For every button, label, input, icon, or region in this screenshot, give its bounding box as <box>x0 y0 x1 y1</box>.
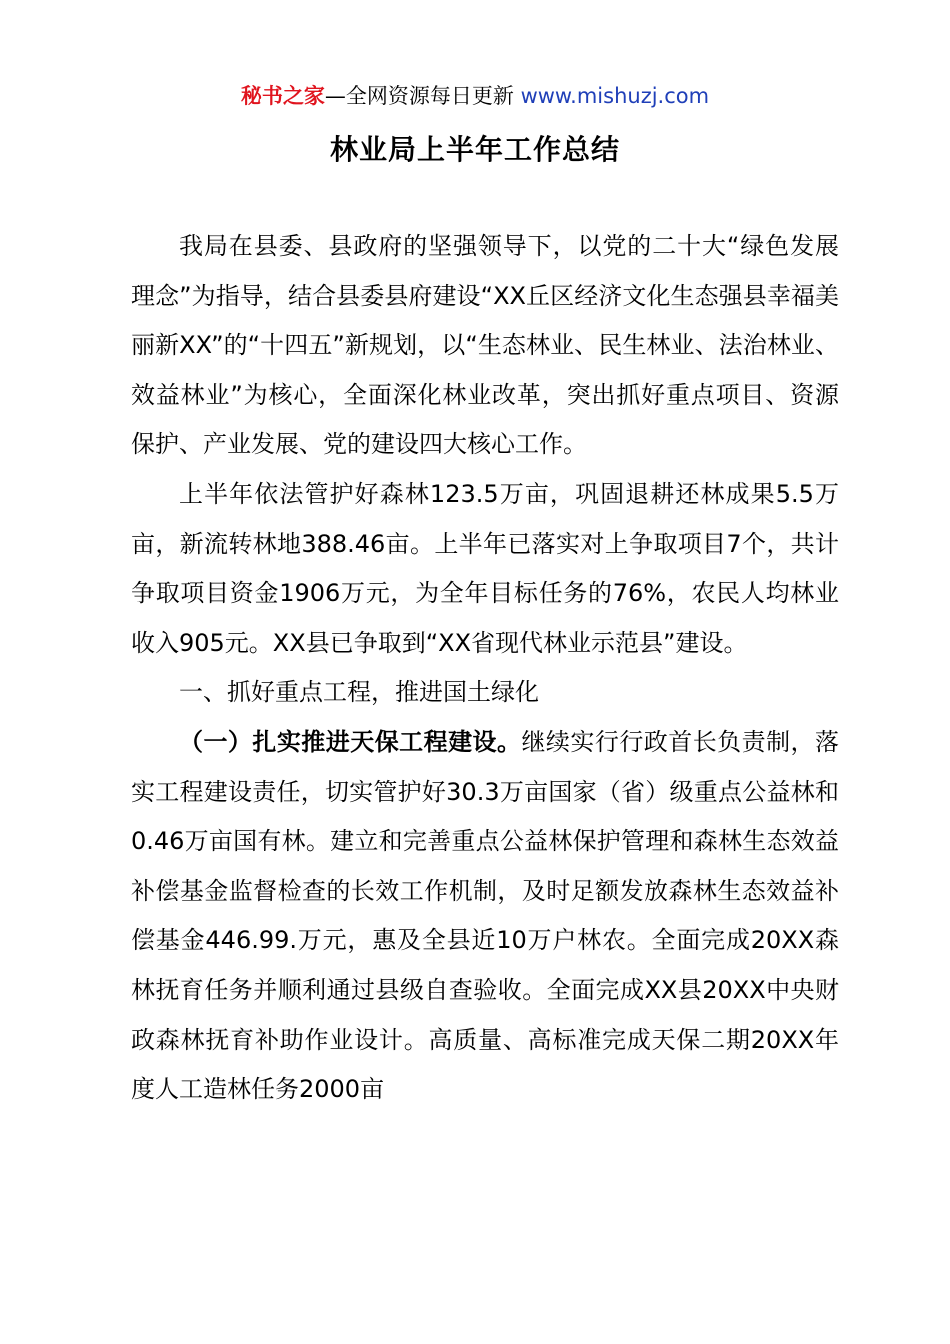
subsection-1-text: 继续实行行政首长负责制，落实工程建设责任，切实管护好30.3万亩国家（省）级重点公益林和0.46万亩国有林。建立和完善重点公益林保护管理和森林生态效益补偿基金监督检查的长效工作机制，及时足额发放森林生态效益补偿基金446.99.万元，惠及全县近10万户林农。全面完成20XX森林抚育任务并顺利通过县级自查验收。全面完成XX县20XX中央财政森林抚育补助作业设计。高质量、高标准完成天保二期20XX年度人工造林任务2000亩 <box>131 727 840 1104</box>
subsection-1-heading: （一）扎实推进天保工程建设。 <box>179 727 522 756</box>
paragraph-subsection-1 <box>131 718 839 1115</box>
paragraph-summary-text: 上半年依法管护好森林123.5万亩，巩固退耕还林成果5.5万亩，新流转林地388.46亩。上半年已落实对上争取项目7个，共计争取项目资金1906万元，为全年目标任务的76%，农民人均林业收入905元。XX县已争取到“XX省现代林业示范县”建设。 <box>131 479 839 657</box>
site-brand: 秘书之家 <box>240 84 325 108</box>
paragraph-intro-text: 我局在县委、县政府的坚强领导下，以党的二十大“绿色发展理念”为指导，结合县委县府建设“XX丘区经济文化生态强县幸福美丽新XX”的“十四五”新规划，以“生态林业、民生林业、法治林业、效益林业”为核心，全面深化林业改革，突出抓好重点项目、资源保护、产业发展、党的建设四大核心工作。 <box>131 232 839 459</box>
site-url-link[interactable]: www.mishuzj.com <box>520 84 710 108</box>
site-tagline: —全网资源每日更新 <box>324 84 521 108</box>
section-heading <box>131 668 839 718</box>
paragraph-intro <box>131 222 839 470</box>
site-header <box>0 80 950 112</box>
document-body <box>131 222 839 1115</box>
document-title: 林业局上半年工作总结 <box>329 133 620 166</box>
paragraph-summary <box>131 470 839 668</box>
section-heading-text: 一、抓好重点工程，推进国土绿化 <box>179 678 539 707</box>
